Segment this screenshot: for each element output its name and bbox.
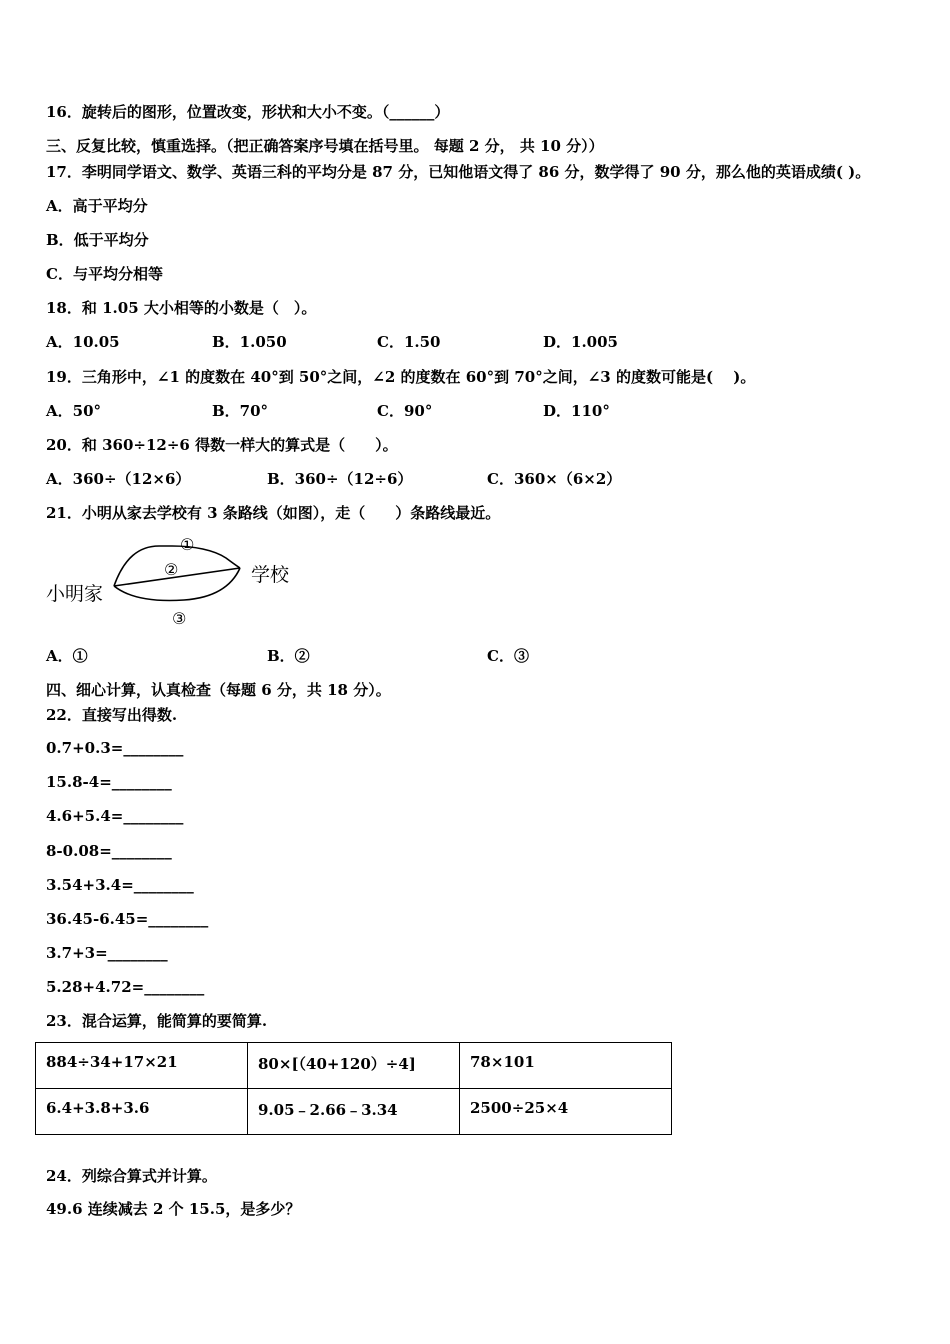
question-18-stem: 18．和 1.05 大小相等的小数是（ ）。	[46, 299, 317, 317]
calc-item-7: 3.7+3=________	[46, 944, 168, 962]
table-cell: 80×[（40+120）÷4]	[248, 1043, 460, 1089]
table-row	[36, 1043, 672, 1089]
calc-item-8: 5.28+4.72=________	[46, 978, 205, 996]
question-19-option-d: D．110°	[543, 402, 610, 420]
question-17-option-a: A．高于平均分	[46, 197, 148, 215]
table-cell: 78×101	[460, 1043, 672, 1089]
question-21-option-b: B．②	[267, 647, 310, 665]
table-cell: 884÷34+17×21	[36, 1043, 248, 1089]
section-4-heading: 四、细心计算，认真检查（每题 6 分，共 18 分）。	[46, 681, 391, 699]
question-19-option-b: B．70°	[212, 402, 269, 420]
calc-item-2: 15.8-4=________	[46, 773, 172, 791]
route-3-label: ③	[172, 609, 187, 628]
table-cell: 6.4+3.8+3.6	[36, 1089, 248, 1135]
route-2-label: ②	[164, 560, 179, 579]
question-19-option-a: A．50°	[46, 402, 102, 420]
question-19-stem: 19．三角形中，∠1 的度数在 40°到 50°之间，∠2 的度数在 60°到 70°之间，∠3 的度数可能是( )。	[46, 368, 756, 386]
question-17-stem: 17．李明同学语文、数学、英语三科的平均分是 87 分，已知他语文得了 86 分，数学得了 90 分，那么他的英语成绩( )。	[46, 163, 871, 181]
question-21-option-c: C．③	[487, 647, 529, 665]
calc-item-6: 36.45-6.45=________	[46, 910, 209, 928]
question-18-option-c: C．1.50	[377, 333, 441, 351]
question-20-stem: 20．和 360÷12÷6 得数一样大的算式是（ ）。	[46, 436, 398, 454]
question-21-stem: 21．小明从家去学校有 3 条路线（如图），走（ ）条路线最近。	[46, 504, 501, 522]
question-24-stem: 24．列综合算式并计算。	[46, 1167, 217, 1185]
question-24-problem: 49.6 连续减去 2 个 15.5，是多少？	[46, 1200, 301, 1218]
question-18-option-d: D．1.005	[543, 333, 618, 351]
question-20-option-c: C．360×（6×2）	[487, 470, 622, 488]
route-diagram	[44, 528, 304, 634]
question-22-stem: 22．直接写出得数.	[46, 706, 178, 724]
mixed-operations-table	[35, 1042, 672, 1135]
calc-item-5: 3.54+3.4=________	[46, 876, 194, 894]
calc-item-3: 4.6+5.4=________	[46, 807, 184, 825]
route-1-label: ①	[180, 535, 195, 554]
question-21-option-a: A．①	[46, 647, 88, 665]
table-row	[36, 1089, 672, 1135]
question-18-option-b: B．1.050	[212, 333, 287, 351]
question-19-option-c: C．90°	[377, 402, 433, 420]
section-3-heading: 三、反复比较，慎重选择。（把正确答案序号填在括号里。 每题 2 分， 共 10 分））	[46, 137, 604, 155]
question-23-stem: 23．混合运算，能简算的要简算.	[46, 1012, 268, 1030]
calc-item-4: 8-0.08=________	[46, 842, 172, 860]
question-18-option-a: A．10.05	[46, 333, 120, 351]
question-20-option-b: B．360÷（12÷6）	[267, 470, 413, 488]
school-label: 学校	[251, 564, 290, 586]
question-20-option-a: A．360÷（12×6）	[46, 470, 191, 488]
calc-item-1: 0.7+0.3=________	[46, 739, 184, 757]
question-17-option-b: B．低于平均分	[46, 231, 149, 249]
table-cell: 2500÷25×4	[460, 1089, 672, 1135]
table-cell: 9.05﹣2.66﹣3.34	[248, 1089, 460, 1135]
home-label: 小明家	[46, 583, 104, 605]
question-17-option-c: C．与平均分相等	[46, 265, 163, 283]
question-16: 16．旋转后的图形，位置改变，形状和大小不变。（______）	[46, 103, 450, 121]
